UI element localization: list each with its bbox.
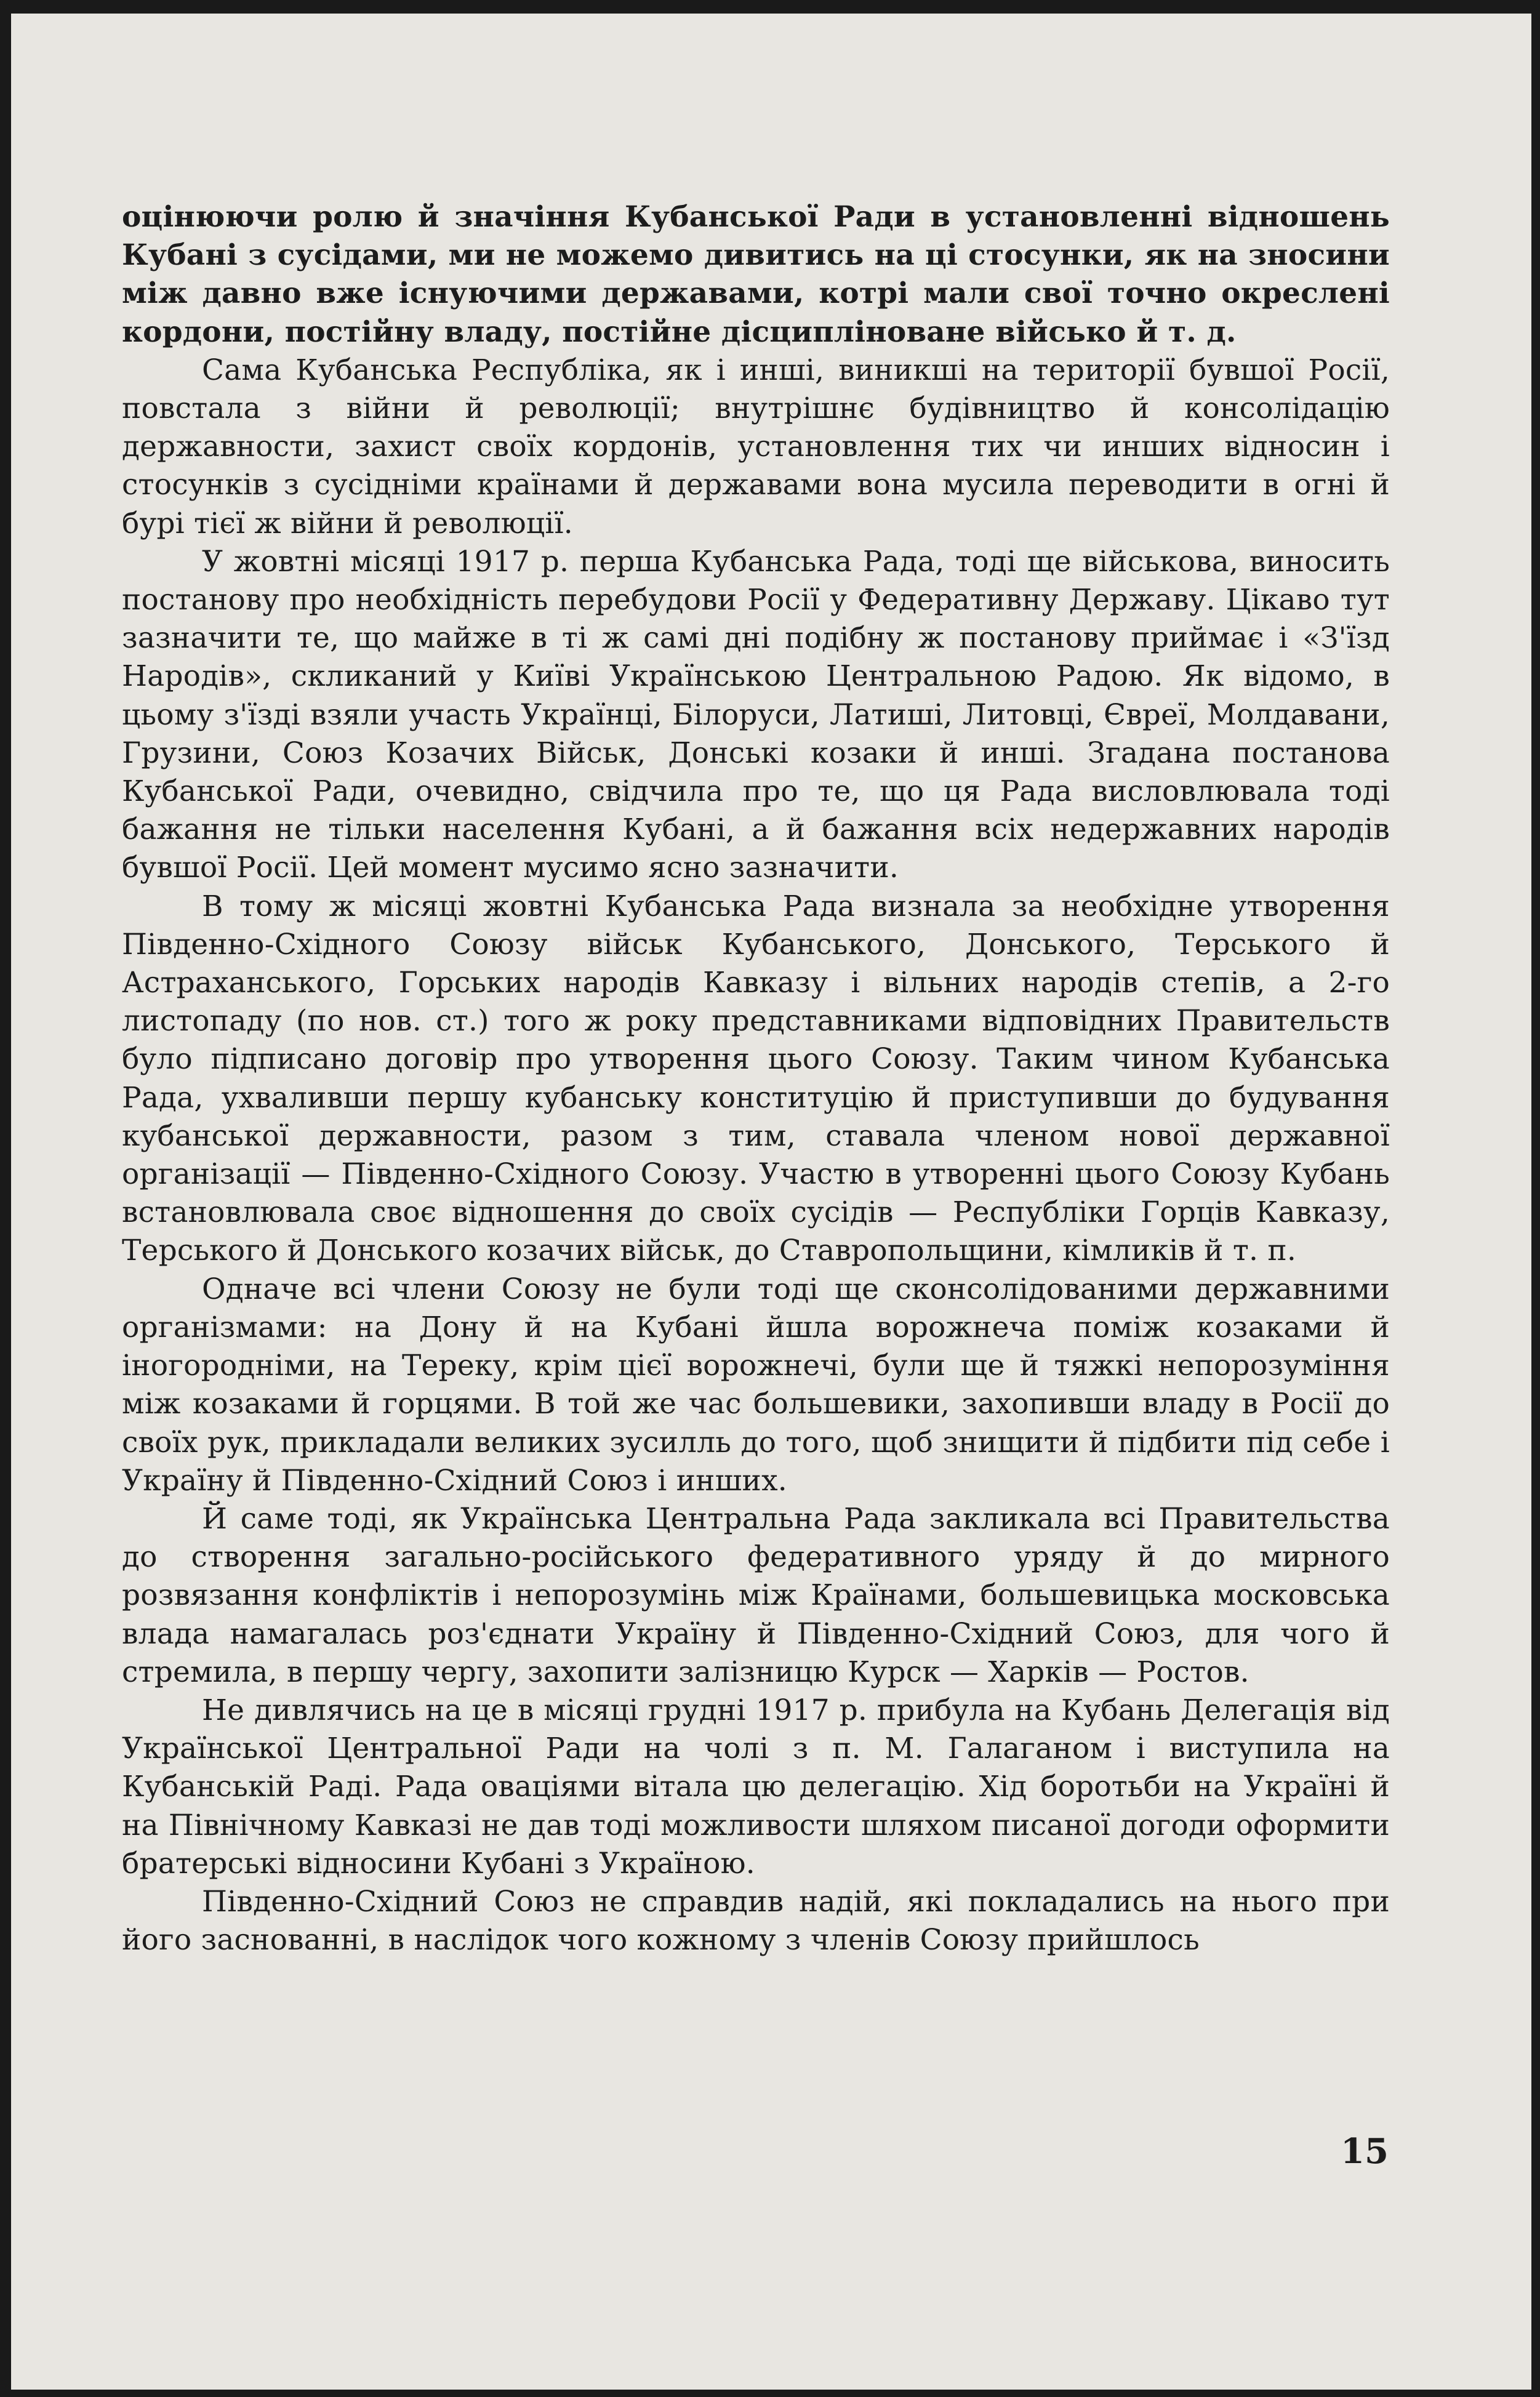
paragraph-5: Одначе всі члени Союзу не були тоді ще сконсолідованими державними організмами: на Дону й на Кубані йшла ворожнеча поміж козаками й іногородніми, на Тереку, крім цієї ворожнечі, були ще й тяжкі непорозуміння між козаками й горцями. В той же час большевики, захопивши владу в Росії до своїх рук, прикладали великих зусилль до того, щоб знищити й підбити під себе і Україну й Південно-Східний Союз і инших.	[122, 1272, 1390, 1498]
page-number: 15	[1341, 2131, 1389, 2172]
paragraph-6: Й саме тоді, як Українська Центральна Рада закликала всі Правительства до створення загально-російського федеративного уряду й до мирного розвязання конфліктів і непорозумінь між Країнами, большевицька московська влада намагалась роз'єднати Україну й Південно-Східний Союз, для чого й стремила, в першу чергу, захопити залізницю Курск — Харків — Ростов.	[122, 1501, 1390, 1689]
body-text	[122, 198, 1390, 1959]
paragraph-2: Сама Кубанська Республіка, як і инші, виникші на території бувшої Росії, повстала з війни й революції; внутрішнє будівництво й консолідацію державности, захист своїх кордонів, установлення тих чи инших відносин і стосунків з сусідніми країнами й державами вона мусила переводити в огні й бурі тієї ж війни й революції.	[122, 353, 1390, 540]
paragraph-3: У жовтні місяці 1917 р. перша Кубанська Рада, тоді ще військова, виносить постанову про необхідність перебудови Росії у Федеративну Державу. Цікаво тут зазначити те, що майже в ті ж самі дні подібну ж постанову приймає і «З'їзд Народів», скликаний у Київі Українською Центральною Радою. Як відомо, в цьому з'їзді взяли участь Українці, Білоруси, Латиші, Литовці, Євреї, Молдавани, Грузини, Союз Козачих Військ, Донські козаки й инші. Згадана постанова Кубанської Ради, очевидно, свідчила про те, що ця Рада висловлювала тоді бажання не тільки населення Кубані, а й бажання всіх недержавних народів бувшої Росії. Цей момент мусимо ясно зазначити.	[122, 544, 1390, 885]
page-sheet	[11, 14, 1531, 2390]
paragraph-8: Південно-Східний Союз не справдив надій, які покладались на нього при його заснованні, в наслідок чого кожному з членів Союзу прийшлось	[122, 1884, 1390, 1957]
paragraph-1: оцінюючи ролю й значіння Кубанської Ради в установленні відношень Кубані з сусідами, ми не можемо дивитись на ці стосунки, як на зносини між давно вже існуючими державами, котрі мали свої точно окреслені кордони, постійну владу, постійне дісципліноване військо й т. д.	[122, 200, 1390, 349]
paragraph-7: Не дивлячись на це в місяці грудні 1917 р. прибула на Кубань Делегація від Української Центральної Ради на чолі з п. М. Галаганом і виступила на Кубанській Раді. Рада оваціями вітала цю делегацію. Хід боротьби на Україні й на Північному Кавказі не дав тоді можливости шляхом писаної догоди оформити братерські відносини Кубані з Україною.	[122, 1693, 1390, 1881]
paragraph-4: В тому ж місяці жовтні Кубанська Рада визнала за необхідне утворення Південно-Східного Союзу військ Кубанського, Донського, Терського й Астраханського, Горських народів Кавказу і вільних народів степів, а 2-го листопаду (по нов. ст.) того ж року представниками відповідних Правительств було підписано договір про утворення цього Союзу. Таким чином Кубанська Рада, ухваливши першу кубанську конституцію й приступивши до будування кубанської державности, разом з тим, ставала членом нової державної організації — Південно-Східного Союзу. Участю в утворенні цього Союзу Кубань встановлювала своє відношення до своїх сусідів — Республіки Горців Кавказу, Терського й Донського козачих військ, до Ставропольщини, кімликів й т. п.	[122, 889, 1390, 1268]
